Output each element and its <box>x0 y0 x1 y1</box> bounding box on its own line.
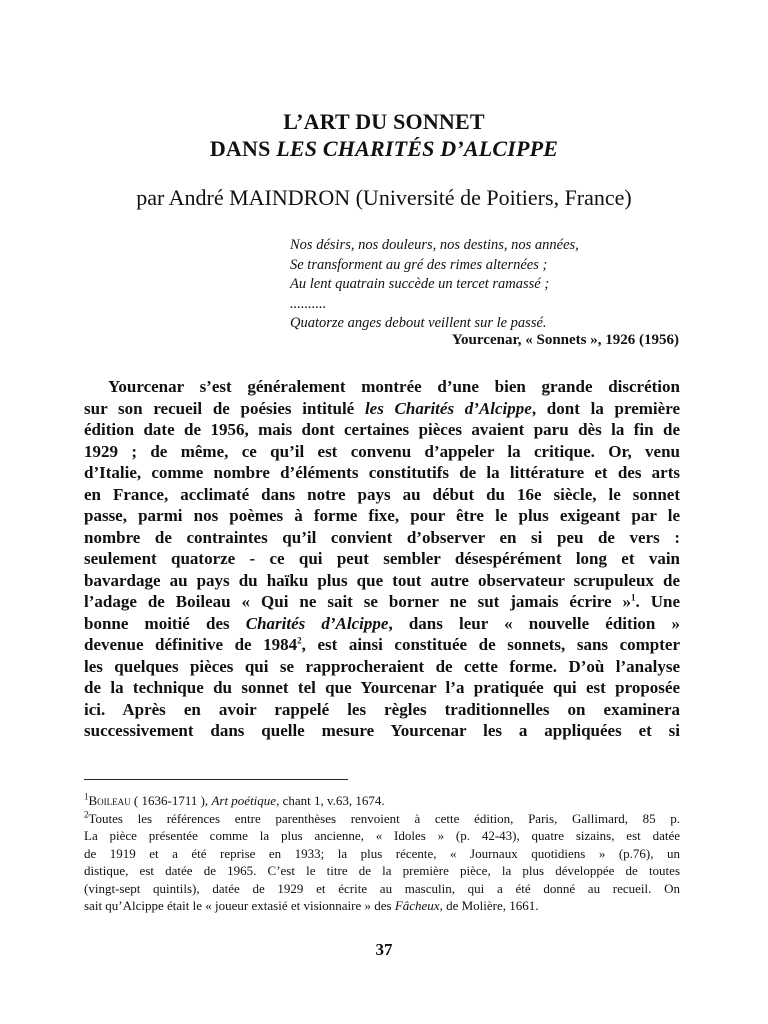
paragraph-line: les quelques pièces qui se rapprocheraient de cette forme. D’où l’analyse <box>84 656 680 676</box>
footnote-author: Boileau <box>88 793 131 808</box>
footnote-2-line: sait qu’Alcippe était le « joueur extasié et visionnaire » des Fâcheux, de Molière, 1661. <box>84 898 539 913</box>
footnotes <box>84 792 680 915</box>
footnote-work-title: Art poétique <box>211 793 277 808</box>
epigraph-line: .......... <box>290 295 327 312</box>
paragraph-line: Yourcenar s’est généralement montrée d’une bien grande discrétion <box>108 377 680 396</box>
epigraph-line: Se transforment au gré des rimes alternées ; <box>290 256 548 273</box>
paragraph-line: successivement dans quelle mesure Yourcenar les a appliquées et si <box>84 721 680 740</box>
paragraph-line: de la technique du sonnet tel que Yourcenar l’a pratiquée qui est proposée <box>84 678 680 697</box>
paragraph-line: l’adage de Boileau « Qui ne sait se borner ne sut jamais écrire »$^1$. Une <box>84 592 680 611</box>
paragraph-line: bavardage au pays du haïku plus que tout autre observateur scrupuleux de <box>84 570 680 590</box>
paragraph-line: 1929 ; de même, ce qu’il est convenu d’appeler la critique. Or, venu <box>84 441 680 461</box>
paragraph-line: devenue définitive de 1984$^2$, est ainsi constituée de sonnets, sans compter <box>84 635 680 654</box>
epigraph-line: Quatorze anges debout veillent sur le passé. <box>290 315 547 331</box>
paragraph-line: en France, acclimaté dans notre pays au début du 16e siècle, le sonnet <box>84 484 680 504</box>
work-title-italic: Charités d’Alcippe <box>245 613 389 633</box>
paragraph-line: sur son recueil de poésies intitulé les Charités d’Alcippe, dont la première <box>84 398 680 418</box>
epigraph-attribution: Yourcenar, « Sonnets », 1926 (1956) <box>451 332 679 348</box>
epigraph <box>290 236 690 334</box>
paragraph-line: nombre de contraintes qu’il convient d’observer en si peu de vers : <box>84 527 680 547</box>
title-work-name: LES CHARITÉS D’ALCIPPE <box>276 136 559 161</box>
paragraph-line: passe, parmi nos poèmes à forme fixe, pour être le plus exigeant par le <box>84 506 680 525</box>
body-paragraph <box>84 376 680 742</box>
footnote-work-title: Fâcheux <box>394 898 440 913</box>
footnote-1: $^1$Boileau ( 1636-1711 ), Art poétique, chant 1, v.63, 1674. <box>84 791 385 808</box>
page-number: 37 <box>375 940 393 959</box>
epigraph-line: Au lent quatrain succède un tercet ramassé ; <box>290 276 550 292</box>
work-title-italic: les Charités d’Alcippe <box>364 398 532 418</box>
paragraph-line: bonne moitié des Charités d’Alcippe, dans leur « nouvelle édition » <box>84 613 681 633</box>
title-prefix: DANS <box>209 136 277 161</box>
footnote-2-line: de 1919 et a été reprise en 1933; la plus récente, « Journaux quotidiens » (p.76), un <box>84 845 680 861</box>
footnote-separator <box>84 779 348 780</box>
footnote-number: 2 <box>84 809 89 820</box>
paragraph-line: d’Italie, comme nombre d’éléments constitutifs de la littérature et des arts <box>84 463 680 482</box>
paragraph-line: édition date de 1956, mais dont certaines pièces avaient paru dès la fin de <box>84 420 680 439</box>
footnote-number: 1 <box>84 791 89 802</box>
footnote-2-line: (vingt-sept quintils), datée de 1929 et écrite au masculin, qui a été donné au recueil. On <box>84 880 680 896</box>
paragraph-line: seulement quatorze - ce qui peut sembler désespérément long et vain <box>84 549 680 568</box>
paragraph-line: ici. Après en avoir rappelé les règles traditionnelles on examinera <box>84 699 680 719</box>
author-line: par André MAINDRON (Université de Poitiers, France) <box>136 185 632 210</box>
footnote-ref-2[interactable]: 2 <box>297 635 302 646</box>
footnote-2-line: La pièce présentée comme la plus ancienne, « Idoles » (p. 42-43), quatre sizains, est datée <box>84 828 680 843</box>
epigraph-line: Nos désirs, nos douleurs, nos destins, nos années, <box>290 237 579 253</box>
footnote-2-line: $^2$Toutes les références entre parenthèses renvoient à cette édition, Paris, Gallimard, 85 p. <box>84 809 680 826</box>
article-title-line-1: L’ART DU SONNET <box>283 109 485 134</box>
footnote-ref-1[interactable]: 1 <box>631 592 636 603</box>
footnote-2-line: distique, est datée de 1965. C’est le titre de la première pièce, la plus développée de toutes <box>84 863 680 878</box>
article-title-line-2 <box>0 135 768 162</box>
